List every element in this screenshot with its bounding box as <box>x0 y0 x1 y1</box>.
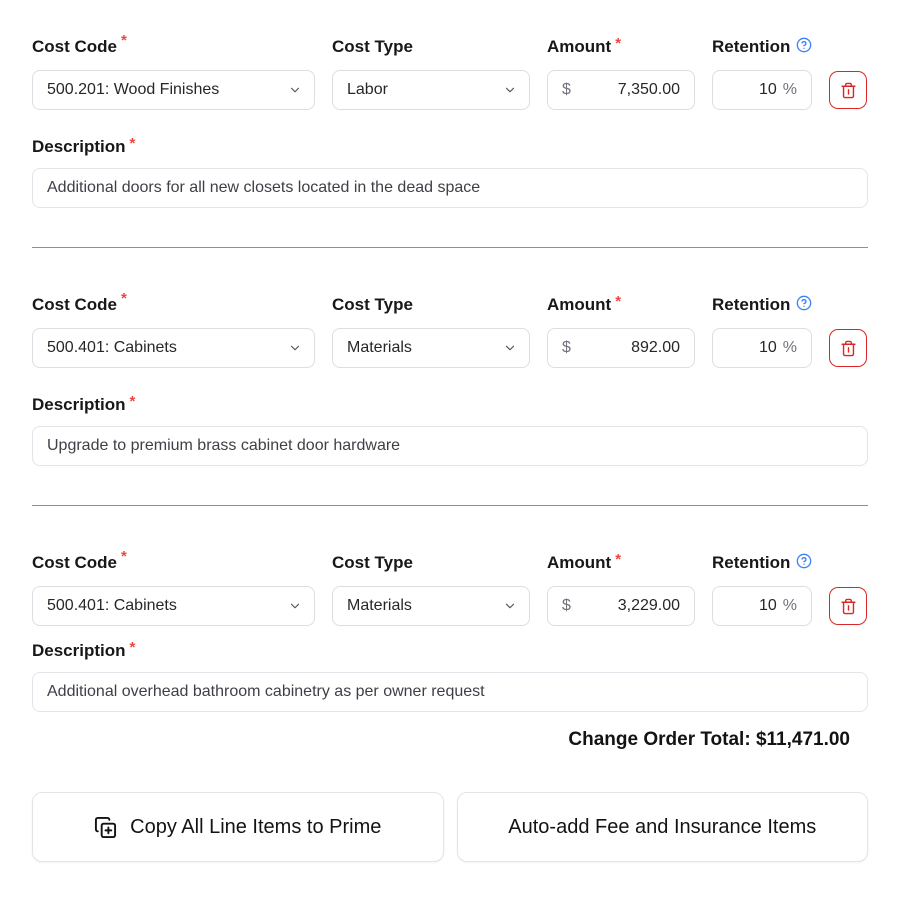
chevron-down-icon <box>503 83 517 97</box>
required-asterisk: * <box>129 135 136 152</box>
percent-symbol: % <box>782 597 797 614</box>
required-asterisk: * <box>121 548 127 565</box>
amount-field <box>547 586 695 626</box>
description-input[interactable] <box>32 168 868 208</box>
retention-input[interactable] <box>727 81 777 99</box>
chevron-down-icon <box>288 599 302 613</box>
cost-type-label-text: Cost Type <box>332 295 413 314</box>
retention-label <box>712 294 812 316</box>
cost-code-label-text: Cost Code <box>32 553 117 572</box>
copy-plus-icon <box>94 816 117 839</box>
description-label <box>32 640 868 662</box>
trash-icon <box>840 598 857 615</box>
amount-label-text: Amount <box>547 37 612 56</box>
required-asterisk: * <box>129 393 136 410</box>
retention-input[interactable] <box>727 597 777 615</box>
amount-input[interactable] <box>577 597 680 615</box>
line-item <box>32 32 868 208</box>
cost-type-select[interactable] <box>332 70 530 110</box>
description-input[interactable] <box>32 672 868 712</box>
retention-label-text: Retention <box>712 37 791 56</box>
chevron-down-icon <box>503 341 517 355</box>
amount-label-text: Amount <box>547 295 612 314</box>
amount-input[interactable] <box>577 339 680 357</box>
amount-label <box>547 294 695 316</box>
chevron-down-icon <box>503 599 517 613</box>
amount-field <box>547 70 695 110</box>
delete-line-item-button[interactable] <box>829 329 867 367</box>
description-label-text: Description <box>32 641 126 660</box>
cost-code-label <box>32 32 315 58</box>
change-order-total-label: Change Order Total: <box>568 729 751 750</box>
trash-icon <box>840 82 857 99</box>
currency-symbol: $ <box>562 597 571 614</box>
cost-type-select-value: Materials <box>347 339 412 356</box>
required-asterisk: * <box>615 35 622 52</box>
cost-type-label-text: Cost Type <box>332 37 413 56</box>
cost-code-select-value: 500.401: Cabinets <box>47 597 177 614</box>
copy-all-line-items-button[interactable] <box>32 792 444 862</box>
cost-type-select[interactable] <box>332 328 530 368</box>
chevron-down-icon <box>288 341 302 355</box>
required-asterisk: * <box>129 639 136 656</box>
retention-label-text: Retention <box>712 553 791 572</box>
description-label <box>32 394 868 416</box>
help-circle-icon[interactable] <box>796 37 812 53</box>
change-order-total <box>32 728 868 752</box>
amount-label <box>547 552 695 574</box>
line-item <box>32 506 868 712</box>
required-asterisk: * <box>615 293 622 310</box>
help-circle-icon[interactable] <box>796 553 812 569</box>
cost-type-label <box>332 294 530 316</box>
cost-code-select[interactable] <box>32 328 315 368</box>
description-input[interactable] <box>32 426 868 466</box>
description-label <box>32 136 868 158</box>
required-asterisk: * <box>615 551 622 568</box>
trash-icon <box>840 340 857 357</box>
description-label-text: Description <box>32 395 126 414</box>
retention-input[interactable] <box>727 339 777 357</box>
cost-type-select-value: Materials <box>347 597 412 614</box>
help-circle-icon[interactable] <box>796 295 812 311</box>
cost-code-label <box>32 548 315 574</box>
percent-symbol: % <box>782 81 797 98</box>
cost-type-label <box>332 552 530 574</box>
cost-type-label-text: Cost Type <box>332 553 413 572</box>
retention-field <box>712 70 812 110</box>
auto-add-fee-insurance-button[interactable] <box>457 792 869 862</box>
retention-field <box>712 328 812 368</box>
retention-label-text: Retention <box>712 295 791 314</box>
currency-symbol: $ <box>562 339 571 356</box>
required-asterisk: * <box>121 290 127 307</box>
cost-code-label-text: Cost Code <box>32 37 117 56</box>
line-item <box>32 248 868 466</box>
description-label-text: Description <box>32 137 126 156</box>
change-order-total-value: $11,471.00 <box>755 729 850 750</box>
required-asterisk: * <box>121 32 127 49</box>
cost-code-label <box>32 290 315 316</box>
auto-add-fee-insurance-label: Auto-add Fee and Insurance Items <box>508 815 817 838</box>
amount-label <box>547 36 695 58</box>
chevron-down-icon <box>288 83 302 97</box>
cost-type-select-value: Labor <box>347 81 388 98</box>
cost-type-label <box>332 36 530 58</box>
retention-field <box>712 586 812 626</box>
percent-symbol: % <box>782 339 797 356</box>
amount-field <box>547 328 695 368</box>
delete-line-item-button[interactable] <box>829 71 867 109</box>
copy-all-line-items-label: Copy All Line Items to Prime <box>130 815 382 838</box>
retention-label <box>712 552 812 574</box>
currency-symbol: $ <box>562 81 571 98</box>
cost-code-select[interactable] <box>32 586 315 626</box>
amount-input[interactable] <box>577 81 680 99</box>
amount-label-text: Amount <box>547 553 612 572</box>
retention-label <box>712 36 812 58</box>
cost-code-select-value: 500.201: Wood Finishes <box>47 81 220 98</box>
cost-code-label-text: Cost Code <box>32 295 117 314</box>
cost-code-select[interactable] <box>32 70 315 110</box>
cost-type-select[interactable] <box>332 586 530 626</box>
delete-line-item-button[interactable] <box>829 587 867 625</box>
cost-code-select-value: 500.401: Cabinets <box>47 339 177 356</box>
